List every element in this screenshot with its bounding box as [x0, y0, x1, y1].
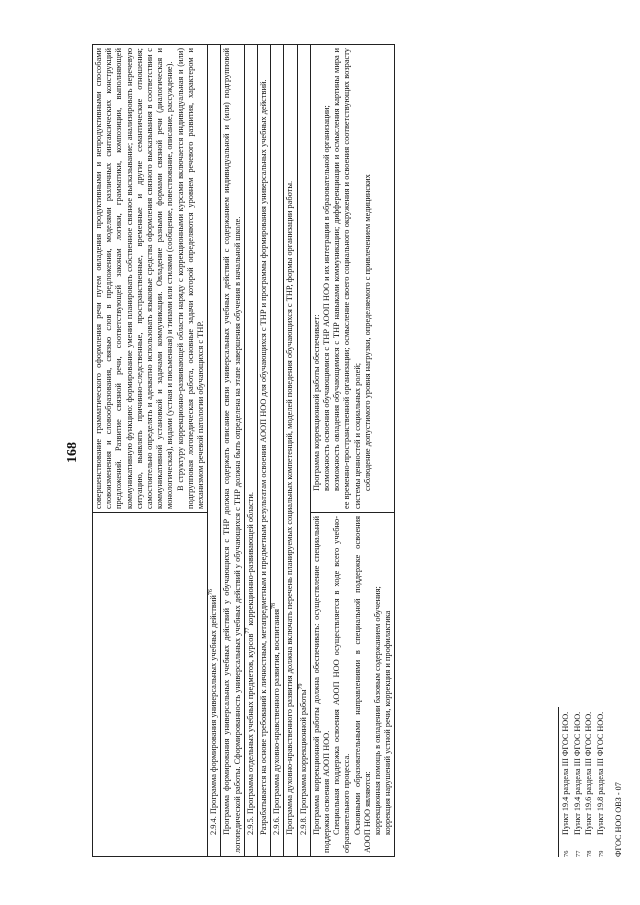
section-heading-2-9-5 [244, 45, 257, 857]
footnote-item [561, 45, 573, 857]
section-text-2-9-5 [258, 45, 271, 857]
cell-continuation-left [93, 513, 208, 857]
heading-text: 2.9.6. Программа духовно-нравственного развития, воспитания [272, 608, 282, 835]
paragraph: соблюдение допустимого уровня нагрузки, определяемого с привлечением медицинских [362, 174, 372, 491]
footnote-number: 76 [563, 850, 570, 857]
cell-correction-right [310, 45, 395, 513]
section-heading-2-9-8 [297, 45, 310, 857]
footnote-ref: 77 [245, 627, 252, 634]
footnote-divider [558, 707, 559, 857]
paragraph: коррекционная помощь в овладении базовым содержанием обучения; [373, 586, 383, 835]
paragraph: Программа формирования универсальных учебных действий у обучающихся с ТНР должна содержать описание связи универсальных учебных действий с содержанием индивидуальной и (или) подгрупповой логопедической работы. Сформированность универсальных учебных действий у обучающихся с ТНР должна быть определена на этапе завершения обучения в начальной школе. [222, 48, 242, 853]
document-code: ФГОС НОО ОВЗ - 07 [614, 782, 623, 857]
paragraph: совершенствование грамматического оформления речи путем овладения продуктивными и непродуктивными способами словоизменения и словообразования, связью слов в предложении, моделями различных синтаксических конструкций предложений. Развитие связной речи, соответствующей законам логики, грамматики, композиции, выполняющей коммуникативную функцию: формирование умения планировать собственное связное высказывание; анализировать неречевую ситуацию, выявлять причинно-следственные, пространственные, временные и другие семантические отношения; самостоятельно определять и адекватно использовать языковые средства оформления связного высказывания в соответствии с коммуникативной установкой и задачами коммуникации. Овладение разными формами связной речи (диалогическая и монологическая), видами (устная и письменная) и типами или стилями (сообщение, повествование, описание, рассуждение). [94, 48, 175, 509]
footnote-number: 77 [574, 850, 582, 857]
paragraph: Программа коррекционной работы должна обеспечивать: осуществление специальной поддержки освоения АООП НОО. [311, 516, 332, 853]
paragraph: В структуру коррекционно-развивающей области наряду с коррекционными курсами включается индивидуальная и (или) подгрупповая логопедическая работа, основные задачи которой определяются уровнем речевого развития, характером и механизмом речевой патологии обучающихся с ТНР. [175, 48, 206, 509]
table-row [310, 45, 395, 857]
footnote-text: Пункт 19.4 раздела III ФГОС НОО. [572, 711, 582, 835]
table-row-section-heading [297, 45, 310, 857]
table-row [258, 45, 271, 857]
paragraph: Основными образовательными направлениями в специальной поддержке освоения АООП НОО являются: [352, 516, 372, 853]
heading-text: 2.9.8. Программа коррекционной работы [298, 689, 308, 835]
cell-correction-left [310, 513, 395, 857]
footnote-number: 78 [586, 850, 593, 857]
paragraph: возможность овладения обучающимися с ТНР навыками коммуникации; дифференциации и осмысления картины мира и ее временно-пространственной организации; осмысление своего социального окружения и освоения соответствующих возрасту системы ценностей и социальных ролей; [332, 48, 362, 509]
standards-table [92, 44, 395, 857]
paragraph: Разрабатывается на основе требований к личностным, метапредметным и предметным результатам освоения АООП НОО для обучающихся с ТНР и программы формирования универсальных учебных действий. [259, 79, 269, 835]
paragraph: Программа духовно-нравственного развития должна включать перечень планируемых социальных компетенций, моделей поведения обучающихся с ТНР, формы организации работы. [285, 180, 295, 835]
paragraph: коррекция нарушений устной речи, коррекция и профилактика [383, 610, 393, 835]
paragraph: Программа коррекционной работы обеспечивает: [311, 314, 321, 491]
section-text-2-9-6 [284, 45, 297, 857]
cell-continuation-right [93, 45, 208, 513]
paragraph: возможность освоения обучающимися с ТНР АООП НОО и их интеграции в образовательной организации; [322, 105, 332, 491]
heading-text-tail: коррекционно-развивающей области. [245, 492, 255, 628]
footnote-item [584, 45, 596, 857]
table-row-section-heading [271, 45, 284, 857]
page-number: 168 [65, 442, 80, 463]
heading-text: 2.9.5. Программа отдельных учебных предметов, курсов [245, 633, 255, 835]
table-row [221, 45, 244, 857]
footnote-ref: 76 [208, 589, 215, 596]
footnote-number: 79 [597, 850, 605, 857]
footnote-item [573, 45, 585, 857]
section-heading-2-9-4 [208, 45, 221, 857]
table-row [284, 45, 297, 857]
paragraph: Специальная поддержка освоения АООП НОО осуществляется в ходе всего учебно-образовательного процесса. [332, 516, 352, 853]
section-text-2-9-4 [221, 45, 244, 857]
table-row-section-heading [208, 45, 221, 857]
heading-text: 2.9.4. Программа формирования универсальных учебных действий [209, 595, 219, 835]
footnote-ref: 79 [297, 683, 304, 690]
table-row-section-heading [244, 45, 257, 857]
footnotes [558, 45, 607, 857]
footnote-ref: 78 [271, 602, 278, 609]
table-row-continuation [93, 45, 208, 857]
section-heading-2-9-6 [271, 45, 284, 857]
footnote-text: Пункт 19.6 раздела III ФГОС НОО. [584, 711, 593, 835]
footnote-item [596, 45, 608, 857]
footnote-text: Пункт 19.4 раздела III ФГОС НОО. [561, 711, 570, 835]
footnote-text: Пункт 19.8 раздела III ФГОС НОО. [595, 711, 605, 835]
